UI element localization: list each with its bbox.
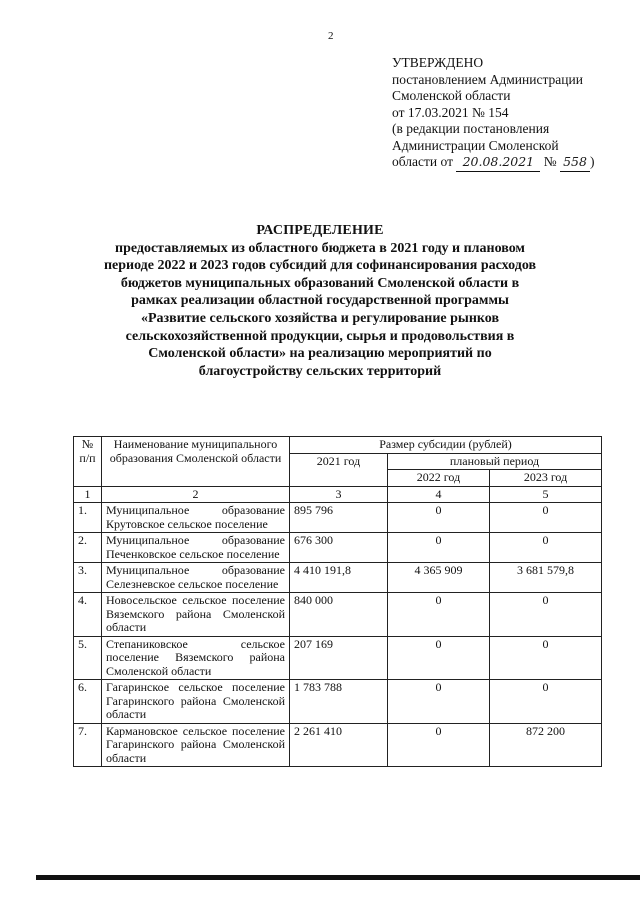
row-name: Муниципальное образование Крутовское сельское поселение <box>102 503 290 533</box>
title-body: предоставляемых из областного бюджета в 2021 году и плановом периоде 2022 и 2023 годов субсидий для софинансирования расходов бюджетов муниципальных образований Смоленской области в рамках реализации областной государственной программы «Развитие сельского хозяйства и регулирование рынков сельскохозяйственной продукции, сырья и продовольствия в Смоленской области» на реализацию мероприятий по благоустройству сельских территорий <box>103 240 537 379</box>
approval-line: от 17.03.2021 № 154 <box>392 104 509 120</box>
row-num: 1. <box>74 503 102 533</box>
table-row <box>74 593 602 637</box>
row-2023: 0 <box>490 593 602 637</box>
header-name: Наименование муниципального образования Смоленской области <box>102 437 290 487</box>
header-subsidy: Размер субсидии (рублей) <box>290 437 602 454</box>
amendment-suffix: ) <box>590 154 595 169</box>
header-planned: плановый период <box>388 453 602 470</box>
row-num: 4. <box>74 593 102 637</box>
row-name: Кармановское сельское поселение Гагаринского района Смоленской области <box>102 723 290 767</box>
row-num: 3. <box>74 563 102 593</box>
table-row <box>74 503 602 533</box>
page-number: 2 <box>328 30 334 42</box>
row-2023: 0 <box>490 533 602 563</box>
col-number: 3 <box>290 486 388 503</box>
header-num: № п/п <box>74 437 102 487</box>
col-number: 4 <box>388 486 490 503</box>
row-name: Муниципальное образование Печенковское сельское поселение <box>102 533 290 563</box>
bottom-rule <box>36 875 640 880</box>
handwritten-date: 20.08.2021 <box>456 154 540 172</box>
col-number: 5 <box>490 486 602 503</box>
col-number: 2 <box>102 486 290 503</box>
row-num: 2. <box>74 533 102 563</box>
distribution-table <box>73 436 602 767</box>
row-2021: 676 300 <box>290 533 388 563</box>
row-num: 7. <box>74 723 102 767</box>
row-num: 5. <box>74 636 102 680</box>
approval-line: Администрации Смоленской <box>392 137 559 153</box>
row-2022: 0 <box>388 723 490 767</box>
row-2023: 3 681 579,8 <box>490 563 602 593</box>
table-row <box>74 723 602 767</box>
handwritten-number: 558 <box>560 154 590 172</box>
row-name: Новосельское сельское поселение Вяземского района Смоленской области <box>102 593 290 637</box>
table-row <box>74 563 602 593</box>
row-2022: 0 <box>388 533 490 563</box>
row-2022: 0 <box>388 503 490 533</box>
header-2023: 2023 год <box>490 470 602 487</box>
row-name: Гагаринское сельское поселение Гагаринского района Смоленской области <box>102 680 290 724</box>
document-title <box>100 222 540 380</box>
amendment-number-sign: № <box>543 154 557 169</box>
row-2022: 0 <box>388 636 490 680</box>
row-2023: 0 <box>490 636 602 680</box>
amendment-prefix: области от <box>392 154 453 169</box>
row-name: Степаниковское сельское поселение Вяземского района Смоленской области <box>102 636 290 680</box>
row-num: 6. <box>74 680 102 724</box>
row-2022: 4 365 909 <box>388 563 490 593</box>
table-row <box>74 680 602 724</box>
row-2021: 840 000 <box>290 593 388 637</box>
approval-block <box>392 55 632 172</box>
row-2022: 0 <box>388 593 490 637</box>
header-2022: 2022 год <box>388 470 490 487</box>
row-2021: 207 169 <box>290 636 388 680</box>
row-2021: 1 783 788 <box>290 680 388 724</box>
title-heading: РАСПРЕДЕЛЕНИЕ <box>256 223 384 238</box>
row-2023: 872 200 <box>490 723 602 767</box>
row-name: Муниципальное образование Селезневское сельское поселение <box>102 563 290 593</box>
row-2021: 4 410 191,8 <box>290 563 388 593</box>
table-row <box>74 533 602 563</box>
header-2021: 2021 год <box>290 453 388 486</box>
row-2023: 0 <box>490 680 602 724</box>
col-number: 1 <box>74 486 102 503</box>
table-row <box>74 636 602 680</box>
approval-line: УТВЕРЖДЕНО <box>392 55 484 70</box>
row-2023: 0 <box>490 503 602 533</box>
row-2021: 895 796 <box>290 503 388 533</box>
row-2022: 0 <box>388 680 490 724</box>
row-2021: 2 261 410 <box>290 723 388 767</box>
approval-line: (в редакции постановления <box>392 121 550 136</box>
approval-line-amendment <box>392 154 632 172</box>
approval-line: Смоленской области <box>392 88 511 103</box>
approval-line: постановлением Администрации <box>392 71 583 87</box>
